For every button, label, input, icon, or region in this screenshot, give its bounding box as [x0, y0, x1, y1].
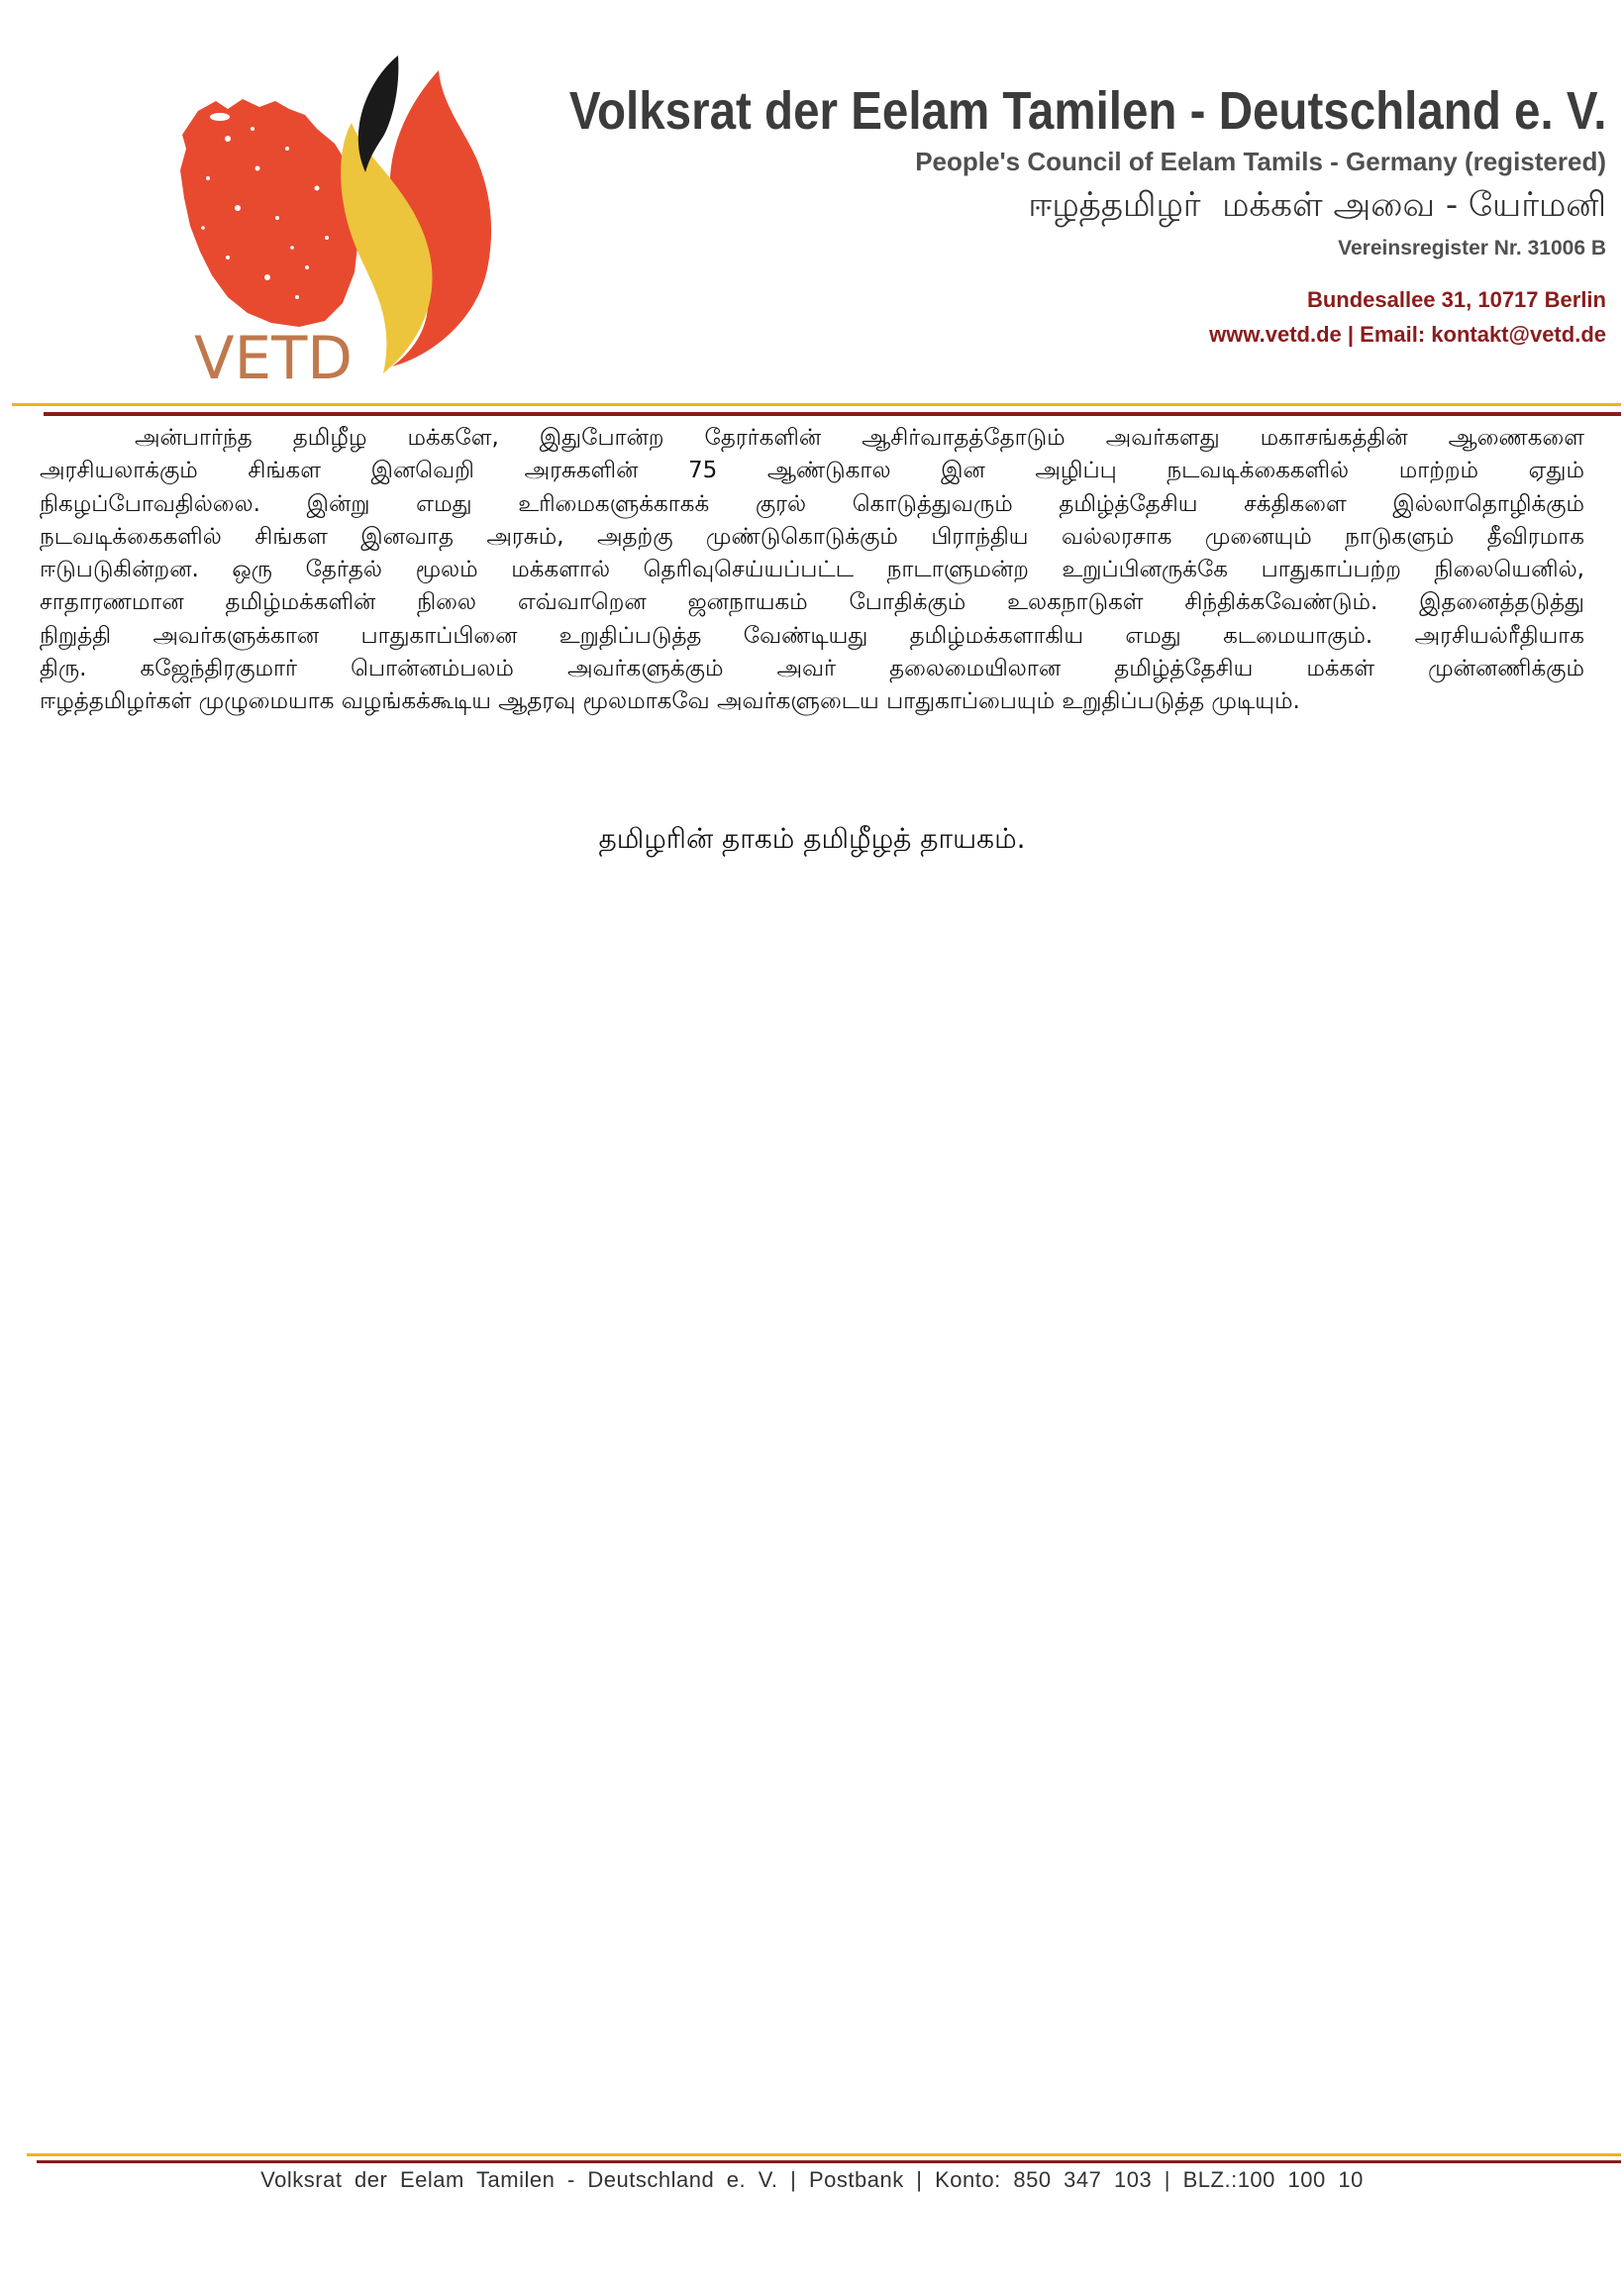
footer-divider-red [37, 2160, 1621, 2163]
registry-number: Vereinsregister Nr. 31006 B [1338, 237, 1606, 260]
footer-bank-details: Volksrat der Eelam Tamilen - Deutschland e. V. | Postbank | Konto: 850 347 103 | BLZ.:100 100 10 [260, 2167, 1364, 2192]
logo-text: VETD [194, 324, 353, 386]
body-line: அன்பார்ந்த தமிழீழ மக்களே, இதுபோன்ற தேரர்களின் ஆசிர்வாதத்தோடும் அவர்களது மகாசங்கத்தின் ஆணைகளை [135, 425, 1584, 451]
footer-divider-gold [27, 2153, 1621, 2156]
organization-subtitle-english: People's Council of Eelam Tamils - Germany (registered) [915, 147, 1606, 176]
body-line: நிறுத்தி அவர்களுக்கான பாதுகாப்பினை உறுதிப்படுத்த வேண்டியது தமிழ்மக்களாகிய எமது கடமையாகும். அரசியல்ரீதியாக [40, 622, 1584, 649]
closing-slogan: தமிழரின் தாகம் தமிழீழத் தாயகம். [598, 821, 1026, 855]
vetd-logo-icon [168, 50, 505, 386]
header-divider-red [44, 412, 1621, 416]
body-line: சாதாரணமான தமிழ்மக்களின் நிலை எவ்வாறென ஜனநாயகம் போதிக்கும் உலகநாடுகள் சிந்திக்கவேண்டும். இதனைத்தடுத்து [40, 589, 1584, 616]
body-line: நடவடிக்கைகளில் சிங்கள இனவாத அரசும், அதற்கு முண்டுகொடுக்கும் பிராந்திய வல்லரசாக முனையும் நாடுகளும் தீவிரமாக [40, 523, 1584, 550]
postal-address: Bundesallee 31, 10717 Berlin [1306, 287, 1606, 312]
body-line: ஈழத்தமிழர்கள் முழுமையாக வழங்கக்கூடிய ஆதரவு மூலமாகவே அவர்களுடைய பாதுகாப்பையும் உறுதிப்படுத்த முடியும். [40, 688, 1300, 715]
vetd-logo-graphic [168, 50, 505, 386]
header-divider-gold [12, 403, 1621, 406]
contact-info: www.vetd.de | Email: kontakt@vetd.de [1209, 322, 1606, 347]
body-line: அரசியலாக்கும் சிங்கள இனவெறி அரசுகளின் 75 ஆண்டுகால இன அழிப்பு நடவடிக்கைகளில் மாற்றம் ஏதும் [40, 458, 1584, 484]
body-line: நிகழப்போவதில்லை. இன்று எமது உரிமைகளுக்காகக் குரல் கொடுத்துவரும் தமிழ்த்தேசிய சக்திகளை இல்லாதொழிக்கும் [40, 490, 1584, 517]
body-line: ஈடுபடுகின்றன. ஒரு தேர்தல் மூலம் மக்களால் தெரிவுசெய்யப்பட்ட நாடாளுமன்ற உறுப்பினருக்கே பாதுகாப்பற்ற நிலையெனில், [40, 557, 1584, 583]
letter-body [40, 422, 1584, 856]
organization-subtitle-tamil: ஈழத்தமிழர் மக்கள் அவை - யேர்மனி [1028, 185, 1606, 225]
organization-title: Volksrat der Eelam Tamilen - Deutschland e. V. [568, 81, 1606, 141]
island-map-icon [180, 99, 358, 327]
black-flame-icon [358, 55, 399, 172]
body-line: திரு. கஜேந்திரகுமார் பொன்னம்பலம் அவர்களுக்கும் அவர் தலைமையிலான தமிழ்த்தேசிய மக்கள் முன்னணிக்கும் [40, 656, 1584, 682]
